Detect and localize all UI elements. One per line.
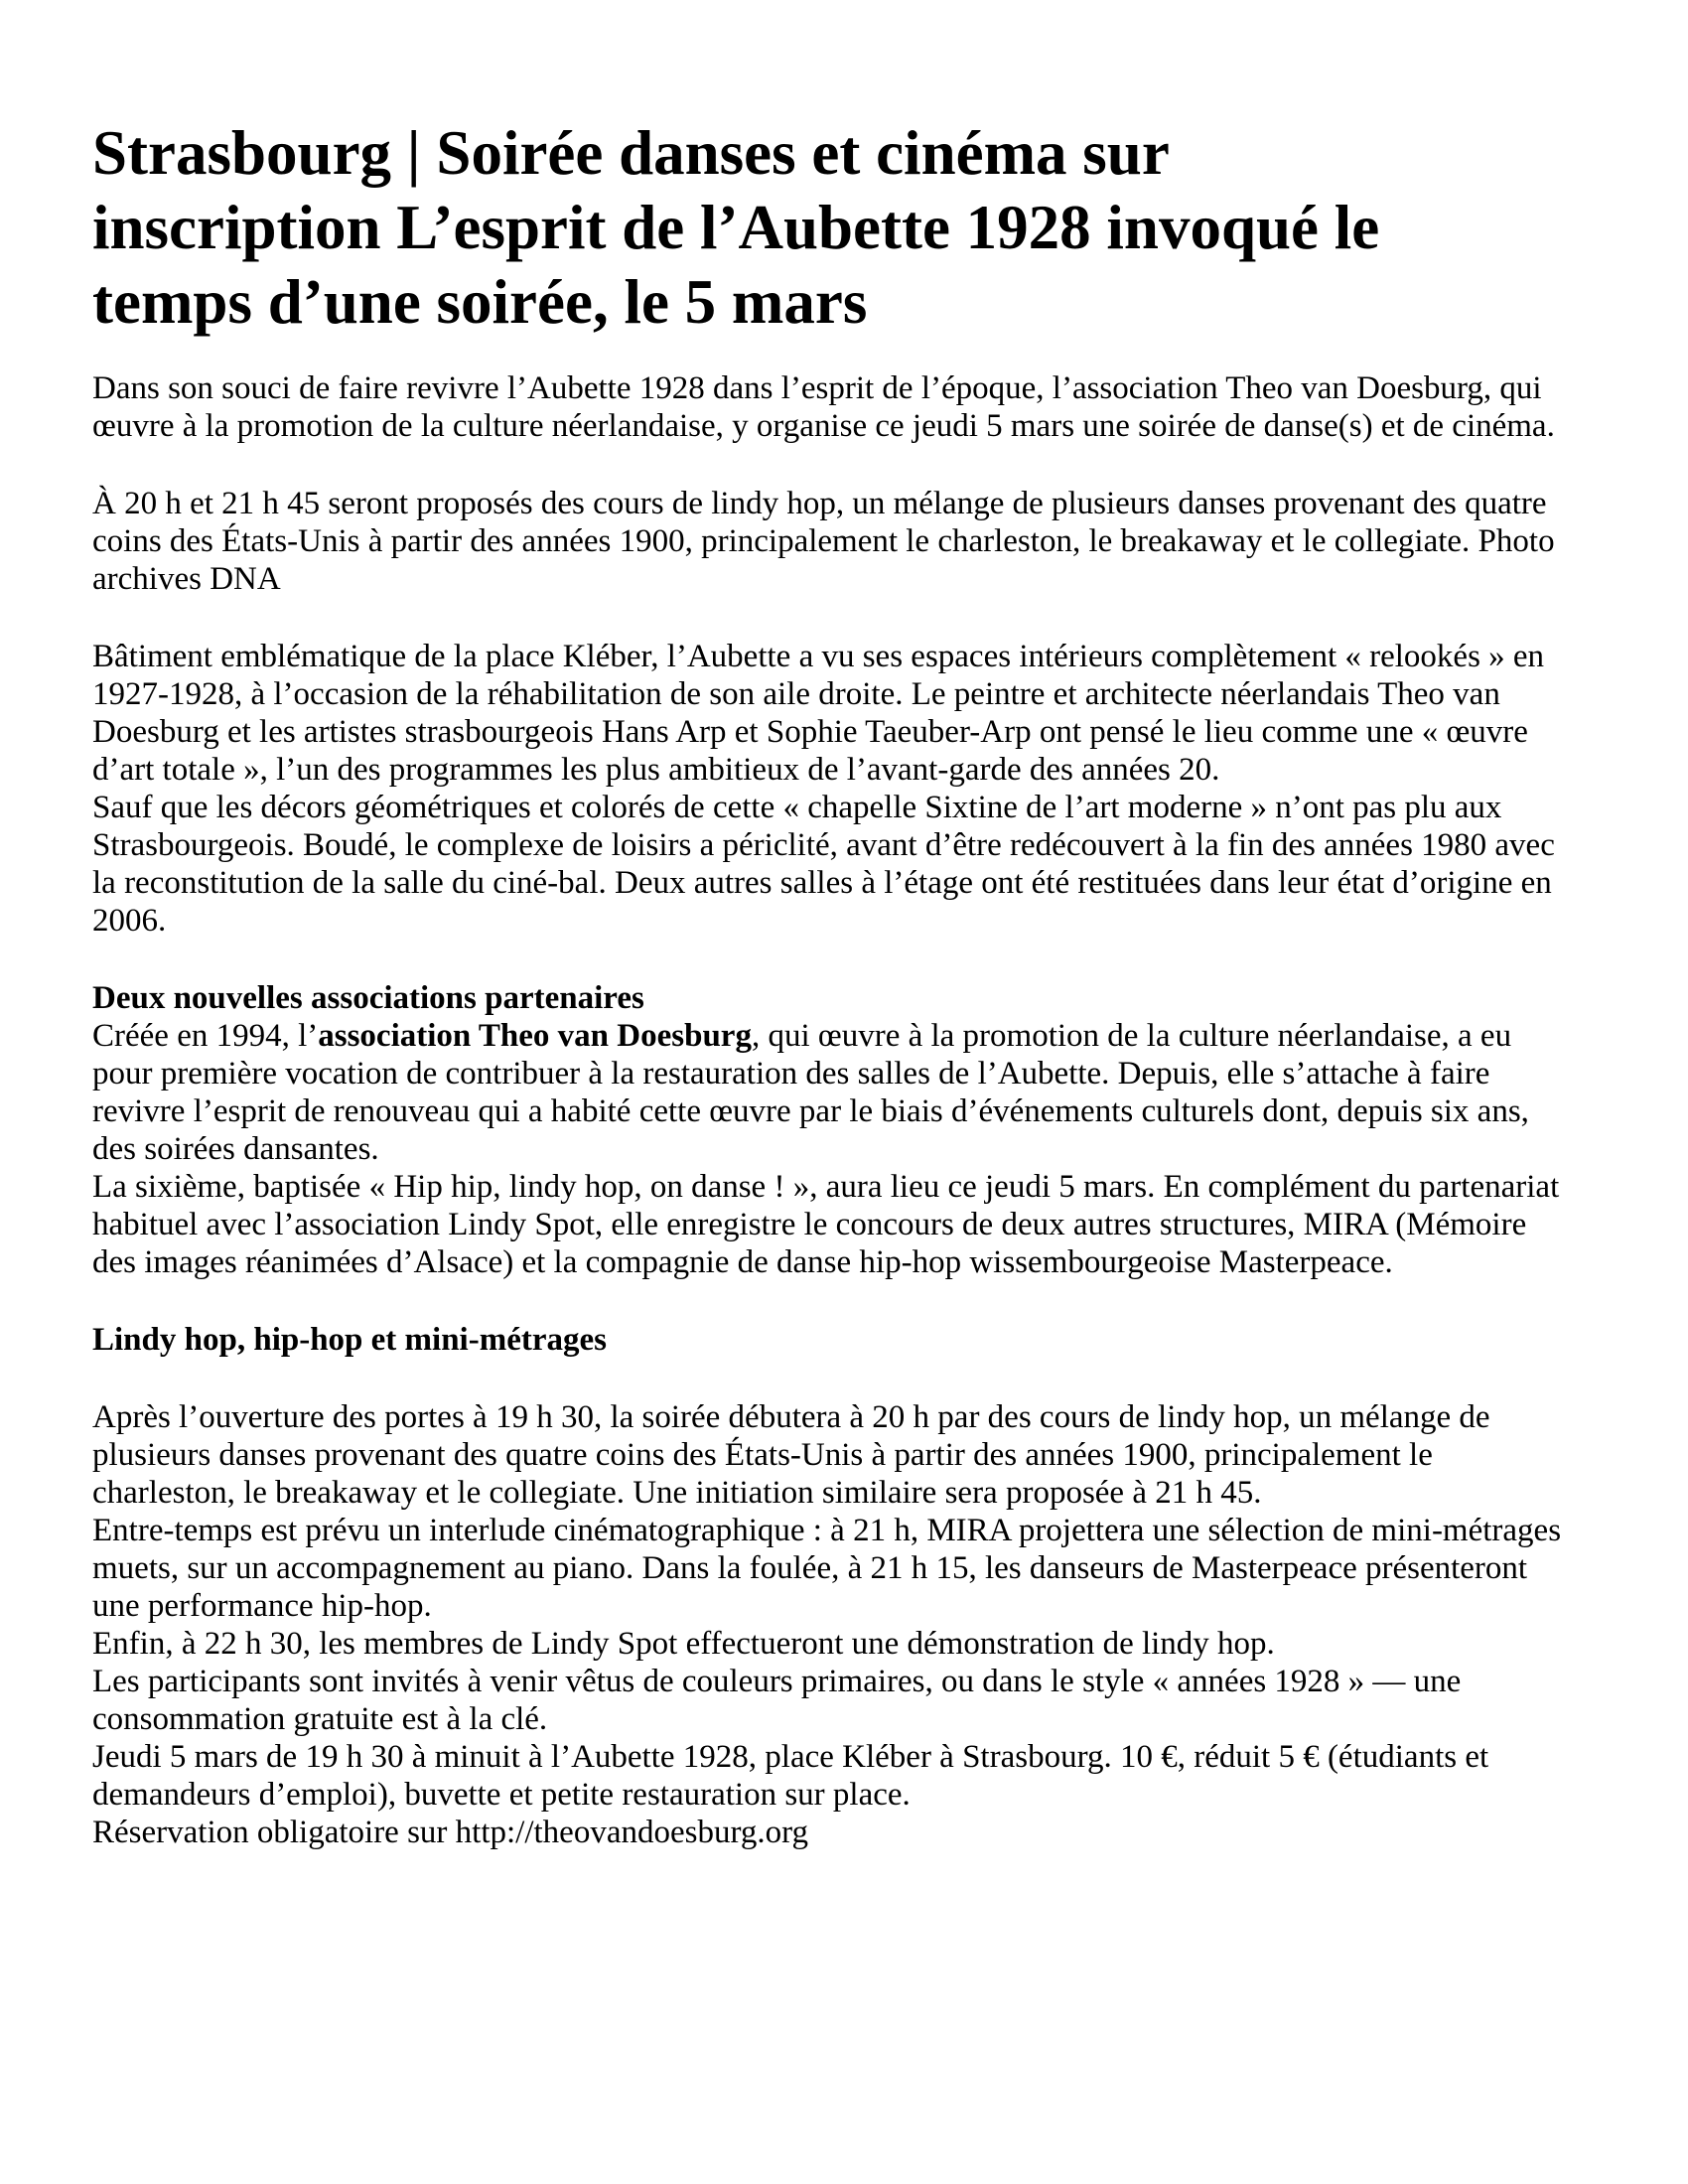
- article-title: [92, 116, 1577, 340]
- photo-caption: À 20 h et 21 h 45 seront proposés des cours de lindy hop, un mélange de plusieurs danses provenant des quatre coins des États-Unis à partir des années 1900, principalement le charleston, le breakaway et le collegiate. Photo archives DNA: [92, 486, 1555, 597]
- program-paragraph-3: Enfin, à 22 h 30, les membres de Lindy Spot effectueront une démonstration de lindy hop.: [92, 1626, 1275, 1662]
- association-name-bold: association Theo van Doesburg: [318, 1018, 752, 1054]
- section-heading-program: Lindy hop, hip-hop et mini-métrages: [92, 1322, 607, 1358]
- history-paragraph-2: Sauf que les décors géométriques et colorés de cette « chapelle Sixtine de l’art moderne » n’ont pas plu aux Strasbourgeois. Boudé, le complexe de loisirs a périclité, avant d’être redécouvert à la fin des années 1980 avec la reconstitution de la salle du ciné-bal. Deux autres salles à l’étage ont été restituées dans leur état d’origine en 2006.: [92, 790, 1555, 939]
- reservation-url: http://theovandoesburg.org: [455, 1815, 809, 1850]
- intro-paragraph: Dans son souci de faire revivre l’Aubette 1928 dans l’esprit de l’époque, l’association Theo van Doesburg, qui œuvre à la promotion de la culture néerlandaise, y organise ce jeudi 5 mars une soirée de danse(s) et de cinéma.: [92, 370, 1555, 444]
- partners-paragraph-1: [92, 1017, 1577, 1168]
- article-title-line-1: Strasbourg | Soirée danses et cinéma sur: [92, 118, 1170, 188]
- reservation-text: Réservation obligatoire sur: [92, 1815, 456, 1850]
- partners-paragraph-2: La sixième, baptisée « Hip hip, lindy hop, on danse ! », aura lieu ce jeudi 5 mars. En complément du partenariat habituel avec l’association Lindy Spot, elle enregistre le concours de deux autres structures, MIRA (Mémoire des images réanimées d’Alsace) et la compagnie de danse hip-hop wissembourgeoise Masterpeace.: [92, 1169, 1560, 1280]
- section-heading-partners: Deux nouvelles associations partenaires: [92, 980, 644, 1016]
- practical-info-paragraph: Jeudi 5 mars de 19 h 30 à minuit à l’Aubette 1928, place Kléber à Strasbourg. 10 €, réduit 5 € (étudiants et demandeurs d’emploi), buvette et petite restauration sur place.: [92, 1739, 1489, 1813]
- program-paragraph-1: Après l’ouverture des portes à 19 h 30, la soirée débutera à 20 h par des cours de lindy hop, un mélange de plusieurs danses provenant des quatre coins des États-Unis à partir des années 1900, principalement le charleston, le breakaway et le collegiate. Une initiation similaire sera proposée à 21 h 45.: [92, 1399, 1490, 1511]
- program-paragraph-2: Entre-temps est prévu un interlude cinématographique : à 21 h, MIRA projettera une sélection de mini-métrages muets, sur un accompagnement au piano. Dans la foulée, à 21 h 15, les danseurs de Masterpeace présenteront une performance hip-hop.: [92, 1513, 1562, 1624]
- partners-paragraph-1-prefix: Créée en 1994, l’: [92, 1018, 319, 1054]
- article-title-line-3: temps d’une soirée, le 5 mars: [92, 267, 868, 337]
- program-paragraph-4: Les participants sont invités à venir vêtus de couleurs primaires, ou dans le style « années 1928 » — une consommation gratuite est à la clé.: [92, 1664, 1462, 1737]
- partners-paragraph-1-suffix: , qui œuvre à la promotion de la culture néerlandaise, a eu pour première vocation de contribuer à la restauration des salles de l’Aubette. Depuis, elle s’attache à faire revivre l’esprit de renouveau qui a habité cette œuvre par le biais d’événements culturels dont, depuis six ans, des soirées dansantes.: [92, 1018, 1529, 1167]
- history-paragraph-1: Bâtiment emblématique de la place Kléber, l’Aubette a vu ses espaces intérieurs complètement « relookés » en 1927-1928, à l’occasion de la réhabilitation de son aile droite. Le peintre et architecte néerlandais Theo van Doesburg et les artistes strasbourgeois Hans Arp et Sophie Taeuber-Arp ont pensé le lieu comme une « œuvre d’art totale », l’un des programmes les plus ambitieux de l’avant-garde des années 20.: [92, 639, 1545, 788]
- reservation-paragraph: [92, 1814, 1577, 1851]
- article-title-line-2: inscription L’esprit de l’Aubette 1928 invoqué le: [92, 193, 1380, 262]
